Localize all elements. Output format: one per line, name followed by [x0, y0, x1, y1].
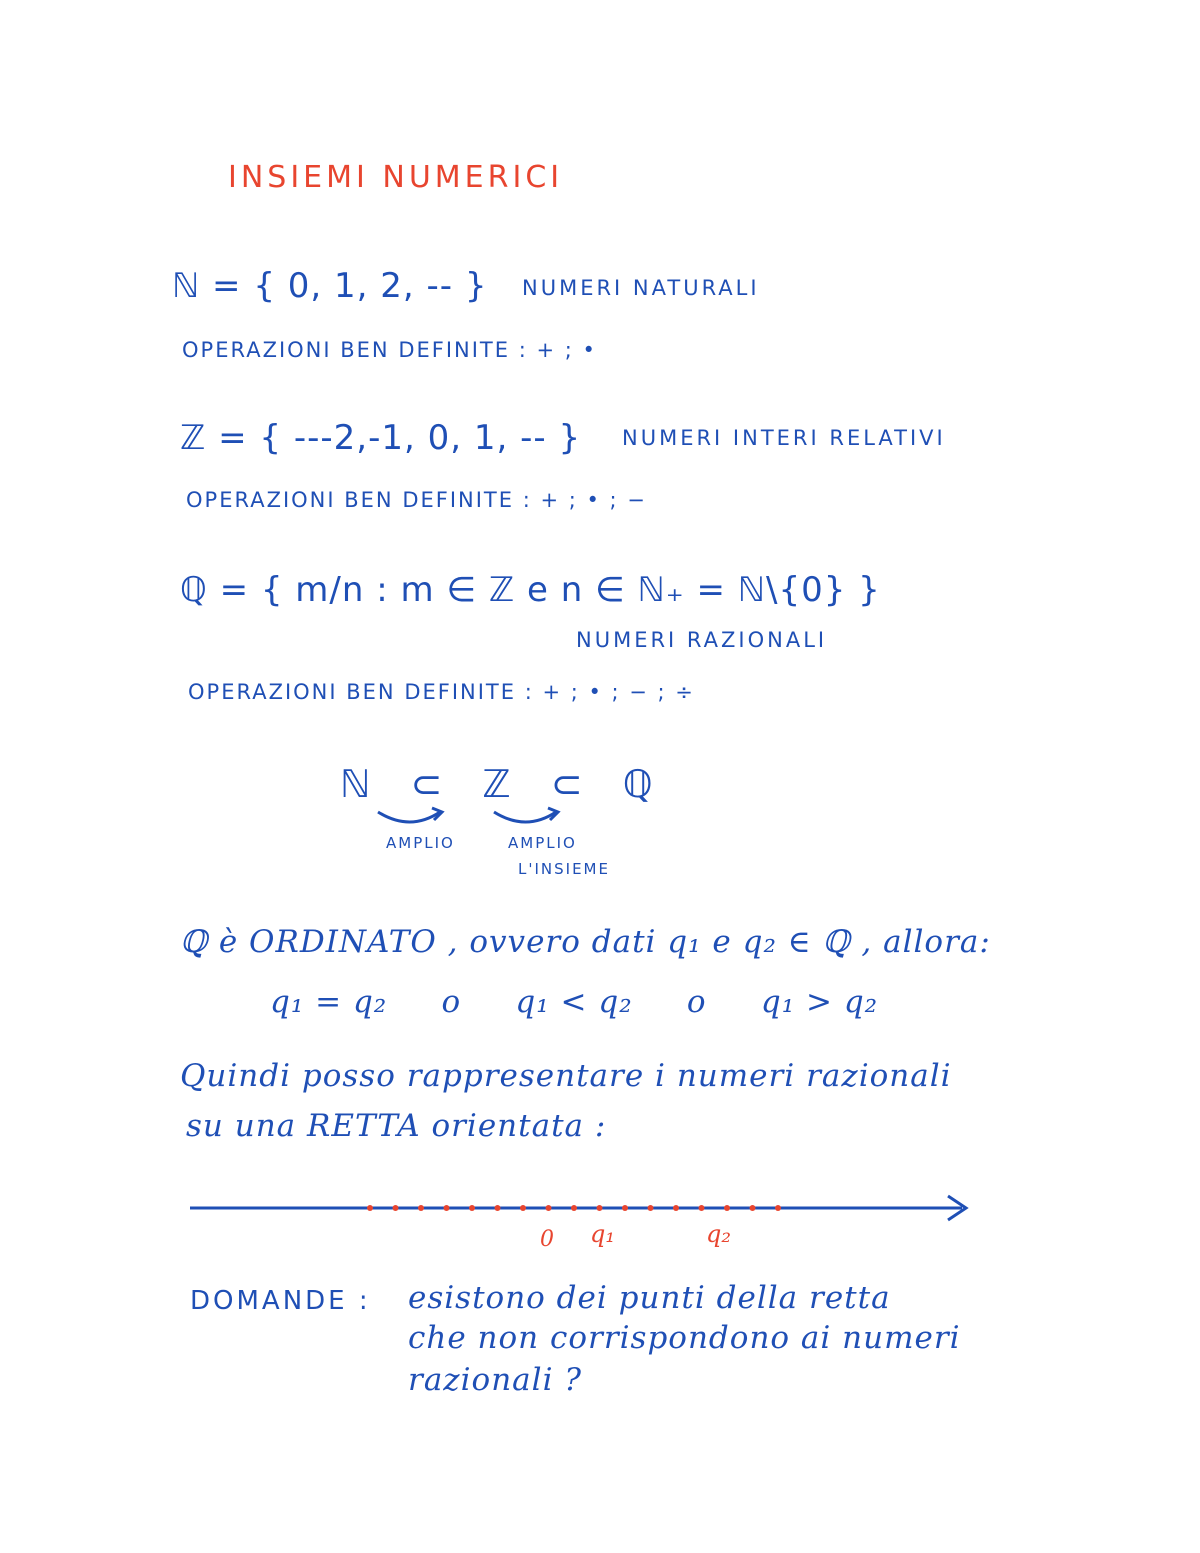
inclusion-chain: ℕ ⊂ ℤ ⊂ ℚ	[340, 762, 667, 806]
page-title: INSIEMI NUMERICI	[228, 160, 564, 195]
number-line-point	[469, 1205, 475, 1211]
naturals-definition: ℕ = { 0, 1, 2, -- }	[172, 266, 488, 306]
number-line-point	[367, 1205, 373, 1211]
number-line-point	[673, 1205, 679, 1211]
question-line-1: esistono dei punti della retta	[408, 1280, 891, 1316]
ordered-line-2: q₁ = q₂ o q₁ < q₂ o q₁ > q₂	[270, 984, 879, 1020]
naturals-operations: OPERAZIONI BEN DEFINITE : + ; •	[182, 338, 597, 362]
question-label: DOMANDE :	[190, 1286, 371, 1316]
ordered-line-1: ℚ è ORDINATO , ovvero dati q₁ e q₂ ∈ ℚ , allora:	[180, 924, 991, 960]
number-line-point	[444, 1205, 450, 1211]
number-line-point	[775, 1205, 781, 1211]
number-line-point	[520, 1205, 526, 1211]
therefore-line-1: Quindi posso rappresentare i numeri razionali	[180, 1058, 952, 1094]
inclusion-note-2b: L'INSIEME	[518, 860, 610, 878]
inclusion-note-2a: AMPLIO	[508, 834, 577, 852]
number-line-point	[495, 1205, 501, 1211]
number-line-point	[750, 1205, 756, 1211]
rationals-definition: ℚ = { m/n : m ∈ ℤ e n ∈ ℕ₊ = ℕ\{0} }	[180, 570, 881, 610]
number-line-point	[393, 1205, 399, 1211]
label-q2: q₂	[706, 1220, 731, 1248]
naturals-name: NUMERI NATURALI	[522, 276, 760, 300]
therefore-line-2: su una RETTA orientata :	[186, 1108, 607, 1144]
integers-name: NUMERI INTERI RELATIVI	[622, 426, 946, 450]
number-line-point	[648, 1205, 654, 1211]
rationals-name: NUMERI RAZIONALI	[576, 628, 828, 652]
number-line-point	[597, 1205, 603, 1211]
number-line-point	[724, 1205, 730, 1211]
question-line-3: razionali ?	[408, 1362, 582, 1398]
number-line-point	[622, 1205, 628, 1211]
question-line-2: che non corrispondono ai numeri	[408, 1320, 961, 1356]
number-line-point	[699, 1205, 705, 1211]
integers-definition: ℤ = { ---2,-1, 0, 1, -- }	[180, 418, 582, 458]
label-q1: q₁	[590, 1220, 615, 1248]
inclusion-note-1: AMPLIO	[386, 834, 455, 852]
label-zero: 0	[540, 1227, 554, 1252]
rationals-operations: OPERAZIONI BEN DEFINITE : + ; • ; − ; ÷	[188, 680, 695, 704]
integers-operations: OPERAZIONI BEN DEFINITE : + ; • ; −	[186, 488, 647, 512]
number-line-point	[418, 1205, 424, 1211]
number-line-point	[546, 1205, 552, 1211]
number-line-point	[571, 1205, 577, 1211]
